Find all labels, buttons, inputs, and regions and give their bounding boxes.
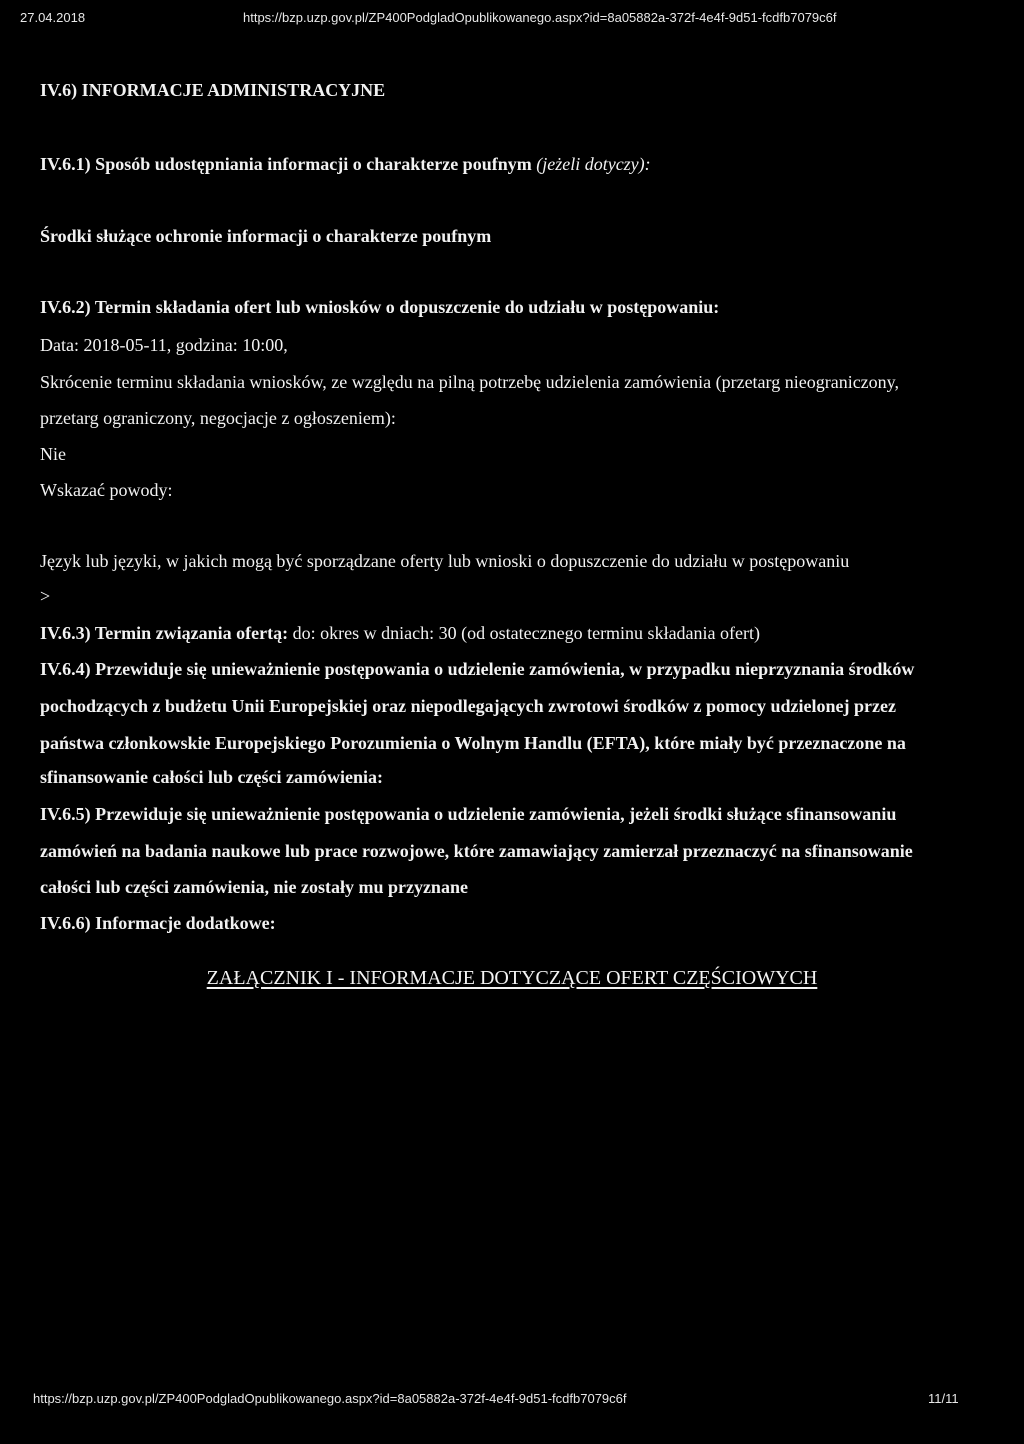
s2-reasons: Wskazać powody: (40, 480, 173, 500)
s5-line-2: zamówień na badania naukowe lub prace rozwojowe, które zamawiający zamierzał przeznaczyć na sfinansowanie (40, 841, 913, 861)
s4-line-1: IV.6.4) Przewiduje się unieważnienie postępowania o udzielenie zamówienia, w przypadku nieprzyznania środków (40, 659, 915, 679)
s2-languages-value: > (40, 586, 51, 606)
s2-date: Data: 2018-05-11, godzina: 10:00, (40, 335, 288, 355)
s2-label: IV.6.2) Termin składania ofert lub wniosków o dopuszczenie do udziału w postępowaniu: (40, 297, 720, 317)
s1-italic: (jeżeli dotyczy): (536, 154, 651, 174)
annex-title: ZAŁĄCZNIK I - INFORMACJE DOTYCZĄCE OFERT CZĘŚCIOWYCH (206, 967, 818, 989)
s2-answer: Nie (40, 444, 66, 464)
s3-value: do: okres w dniach: 30 (od ostatecznego terminu składania ofert) (292, 623, 761, 643)
s5-line-3: całości lub części zamówienia, nie zostały mu przyznane (40, 877, 468, 897)
s1-line (40, 154, 651, 175)
s4-line-4: sfinansowanie całości lub części zamówienia: (40, 767, 383, 787)
s2-shortening-1: Skrócenie terminu składania wniosków, ze względu na pilną potrzebę udzielenia zamówienia (przetarg nieograniczony, (40, 372, 899, 392)
s4-line-2: pochodzących z budżetu Unii Europejskiej oraz niepodlegających zwrotowi środków z pomocy udzielonej przez (40, 696, 896, 716)
print-url: https://bzp.uzp.gov.pl/ZP400PodgladOpublikowanego.aspx?id=8a05882a-372f-4e4f-9d51-fcdfb7079c6f (243, 10, 837, 25)
s2-languages: Język lub języki, w jakich mogą być sporządzane oferty lub wnioski o dopuszczenie do udziału w postępowaniu (40, 551, 850, 571)
footer-url: https://bzp.uzp.gov.pl/ZP400PodgladOpublikowanego.aspx?id=8a05882a-372f-4e4f-9d51-fcdfb7079c6f (33, 1391, 627, 1406)
print-date: 27.04.2018 (20, 10, 86, 25)
section-heading: IV.6) INFORMACJE ADMINISTRACYJNE (40, 80, 386, 100)
s4-line-3: państwa członkowskie Europejskiego Porozumienia o Wolnym Handlu (EFTA), które miały być przeznaczone na (40, 733, 906, 753)
page-number: 11/11 (928, 1391, 959, 1406)
s5-line-1: IV.6.5) Przewiduje się unieważnienie postępowania o udzielenie zamówienia, jeżeli środki służące sfinansowaniu (40, 804, 897, 824)
s3-line (40, 623, 760, 644)
s1-sub: Środki służące ochronie informacji o charakterze poufnym (40, 226, 492, 246)
s6-label: IV.6.6) Informacje dodatkowe: (40, 913, 276, 933)
s3-label: IV.6.3) Termin związania ofertą: (40, 623, 289, 643)
s2-shortening-2: przetarg ograniczony, negocjacje z ogłoszeniem): (40, 408, 396, 428)
s1-label: IV.6.1) Sposób udostępniania informacji o charakterze poufnym (40, 154, 532, 174)
